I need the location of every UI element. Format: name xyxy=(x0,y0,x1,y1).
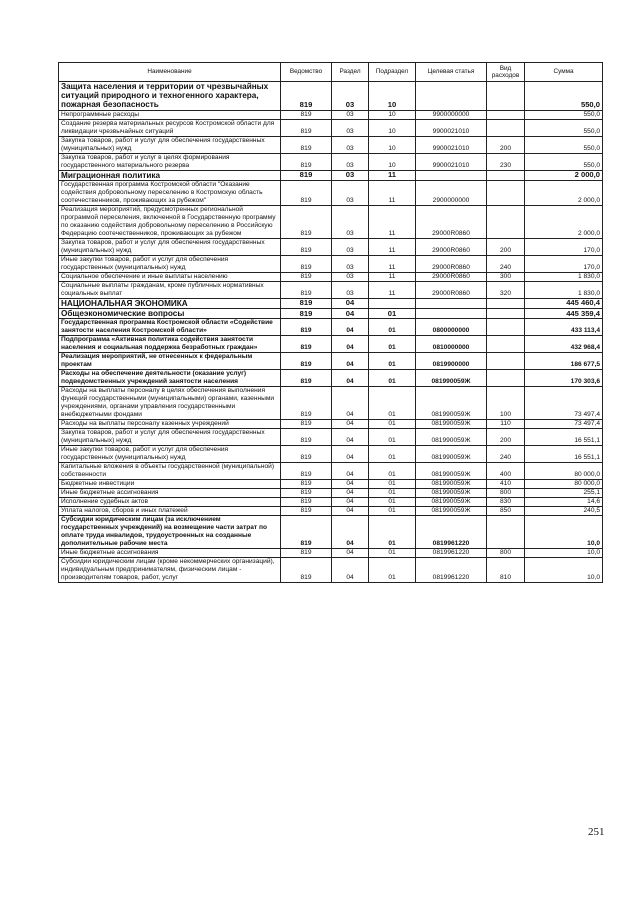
table-row xyxy=(59,516,603,549)
cell-subsection: 01 xyxy=(369,489,416,498)
cell-sum: 433 113,4 xyxy=(525,319,603,336)
cell-target-article: 081990059Ж xyxy=(416,420,487,429)
table-row xyxy=(59,205,603,238)
cell-department: 819 xyxy=(281,110,332,119)
cell-target-article: 081990059Ж xyxy=(416,480,487,489)
header-sum: Сумма xyxy=(525,63,603,82)
cell-section: 03 xyxy=(332,153,369,170)
cell-department: 819 xyxy=(281,370,332,387)
cell-target-article: 081990059Ж xyxy=(416,370,487,387)
cell-department: 819 xyxy=(281,298,332,308)
cell-department: 819 xyxy=(281,309,332,319)
cell-sum: 186 677,5 xyxy=(525,353,603,370)
cell-subsection: 10 xyxy=(369,136,416,153)
cell-department: 819 xyxy=(281,549,332,558)
cell-sum: 240,5 xyxy=(525,507,603,516)
cell-subsection: 01 xyxy=(369,387,416,420)
cell-section: 04 xyxy=(332,309,369,319)
cell-expense-type: 410 xyxy=(487,480,525,489)
cell-sum: 550,0 xyxy=(525,136,603,153)
cell-name: Расходы на выплаты персоналу казенных учреждений xyxy=(59,420,281,429)
cell-name: Социальные выплаты гражданам, кроме публичных нормативных социальных выплат xyxy=(59,281,281,298)
cell-target-article xyxy=(416,298,487,308)
cell-section: 04 xyxy=(332,319,369,336)
cell-expense-type: 240 xyxy=(487,255,525,272)
cell-target-article: 0819961220 xyxy=(416,558,487,583)
cell-expense-type xyxy=(487,170,525,180)
cell-sum: 170,0 xyxy=(525,255,603,272)
cell-expense-type xyxy=(487,180,525,205)
cell-sum: 16 551,1 xyxy=(525,429,603,446)
cell-section: 03 xyxy=(332,136,369,153)
cell-target-article: 081990059Ж xyxy=(416,507,487,516)
cell-name: Расходы на выплаты персоналу в целях обеспечения выполнения функций государственными (муниципальными) органами, казенными учреждениями, органами управления государственными внебюджетными фондами xyxy=(59,387,281,420)
table-row xyxy=(59,420,603,429)
cell-subsection: 01 xyxy=(369,549,416,558)
cell-subsection: 01 xyxy=(369,420,416,429)
cell-sum: 16 551,1 xyxy=(525,446,603,463)
cell-section: 03 xyxy=(332,170,369,180)
cell-target-article: 0800000000 xyxy=(416,319,487,336)
cell-sum: 445 460,4 xyxy=(525,298,603,308)
cell-name: Государственная программа Костромской области «Содействие занятости населения Костромской области» xyxy=(59,319,281,336)
cell-name: Закупка товаров, работ и услуг для обеспечения государственных (муниципальных) нужд xyxy=(59,238,281,255)
cell-expense-type: 300 xyxy=(487,272,525,281)
header-expense-type: Вид расходов xyxy=(487,63,525,82)
cell-sum: 2 000,0 xyxy=(525,170,603,180)
cell-department: 819 xyxy=(281,205,332,238)
cell-name: НАЦИОНАЛЬНАЯ ЭКОНОМИКА xyxy=(59,298,281,308)
cell-subsection xyxy=(369,298,416,308)
cell-department: 819 xyxy=(281,119,332,136)
cell-name: Расходы на обеспечение деятельности (оказание услуг) подведомственных учреждений занятости населения xyxy=(59,370,281,387)
cell-name: Капитальные вложения в объекты государственной (муниципальной) собственности xyxy=(59,463,281,480)
cell-target-article: 0819961220 xyxy=(416,516,487,549)
cell-department: 819 xyxy=(281,319,332,336)
cell-target-article: 081990059Ж xyxy=(416,489,487,498)
cell-subsection: 10 xyxy=(369,119,416,136)
cell-subsection: 01 xyxy=(369,507,416,516)
cell-name: Создание резерва материальных ресурсов Костромской области для ликвидации чрезвычайных ситуаций xyxy=(59,119,281,136)
cell-sum: 170 303,6 xyxy=(525,370,603,387)
cell-name: Миграционная политика xyxy=(59,170,281,180)
cell-name: Иные закупки товаров, работ и услуг для обеспечения государственных (муниципальных) нужд xyxy=(59,255,281,272)
cell-subsection: 10 xyxy=(369,110,416,119)
cell-sum: 73 497,4 xyxy=(525,387,603,420)
cell-subsection: 01 xyxy=(369,309,416,319)
budget-table-sheet xyxy=(58,62,602,583)
cell-section: 04 xyxy=(332,353,369,370)
cell-section: 03 xyxy=(332,255,369,272)
table-row xyxy=(59,153,603,170)
cell-section: 04 xyxy=(332,387,369,420)
cell-sum: 550,0 xyxy=(525,153,603,170)
cell-subsection: 01 xyxy=(369,446,416,463)
cell-expense-type xyxy=(487,205,525,238)
cell-target-article: 0819961220 xyxy=(416,549,487,558)
header-section: Раздел xyxy=(332,63,369,82)
cell-section: 04 xyxy=(332,298,369,308)
cell-target-article: 0819900000 xyxy=(416,353,487,370)
cell-subsection: 01 xyxy=(369,558,416,583)
cell-section: 03 xyxy=(332,82,369,111)
cell-expense-type xyxy=(487,370,525,387)
cell-name: Иные бюджетные ассигнования xyxy=(59,549,281,558)
cell-target-article: 29000R0860 xyxy=(416,281,487,298)
cell-expense-type: 800 xyxy=(487,549,525,558)
cell-expense-type: 100 xyxy=(487,387,525,420)
cell-subsection: 01 xyxy=(369,516,416,549)
table-row xyxy=(59,336,603,353)
cell-name: Иные закупки товаров, работ и услуг для обеспечения государственных (муниципальных) нужд xyxy=(59,446,281,463)
cell-name: Закупка товаров, работ и услуг для обеспечения государственных (муниципальных) нужд xyxy=(59,429,281,446)
cell-target-article: 081990059Ж xyxy=(416,498,487,507)
cell-name: Общеэкономические вопросы xyxy=(59,309,281,319)
cell-target-article: 29000R0860 xyxy=(416,238,487,255)
cell-section: 04 xyxy=(332,549,369,558)
cell-department: 819 xyxy=(281,281,332,298)
cell-department: 819 xyxy=(281,480,332,489)
cell-expense-type: 200 xyxy=(487,136,525,153)
cell-expense-type: 850 xyxy=(487,507,525,516)
cell-name: Непрограммные расходы xyxy=(59,110,281,119)
cell-department: 819 xyxy=(281,420,332,429)
cell-target-article xyxy=(416,170,487,180)
cell-department: 819 xyxy=(281,136,332,153)
table-row xyxy=(59,309,603,319)
cell-expense-type xyxy=(487,82,525,111)
header-target-article: Целевая статья xyxy=(416,63,487,82)
cell-department: 819 xyxy=(281,498,332,507)
cell-section: 04 xyxy=(332,446,369,463)
cell-name: Государственная программа Костромской области "Оказание содействия добровольному переселению в Костромскую область соотечественников, проживающих за рубежом" xyxy=(59,180,281,205)
cell-section: 03 xyxy=(332,180,369,205)
cell-name: Подпрограмма «Активная политика содействия занятости населения и социальная поддержка безработных граждан» xyxy=(59,336,281,353)
table-row xyxy=(59,498,603,507)
cell-sum: 73 497,4 xyxy=(525,420,603,429)
cell-department: 819 xyxy=(281,516,332,549)
cell-subsection: 11 xyxy=(369,205,416,238)
cell-section: 04 xyxy=(332,429,369,446)
table-row xyxy=(59,170,603,180)
cell-department: 819 xyxy=(281,353,332,370)
cell-subsection: 01 xyxy=(369,353,416,370)
table-row xyxy=(59,180,603,205)
cell-target-article xyxy=(416,309,487,319)
cell-sum: 10,0 xyxy=(525,558,603,583)
cell-section: 04 xyxy=(332,463,369,480)
budget-table xyxy=(58,62,603,583)
cell-subsection: 11 xyxy=(369,255,416,272)
cell-section: 04 xyxy=(332,370,369,387)
cell-target-article: 9900021010 xyxy=(416,153,487,170)
cell-name: Закупка товаров, работ и услуг для обеспечения государственных (муниципальных) нужд xyxy=(59,136,281,153)
cell-sum: 2 000,0 xyxy=(525,180,603,205)
cell-department: 819 xyxy=(281,153,332,170)
cell-section: 04 xyxy=(332,507,369,516)
cell-section: 04 xyxy=(332,516,369,549)
cell-expense-type: 110 xyxy=(487,420,525,429)
cell-section: 04 xyxy=(332,420,369,429)
cell-section: 03 xyxy=(332,205,369,238)
cell-subsection: 01 xyxy=(369,319,416,336)
table-row xyxy=(59,549,603,558)
page-number: 251 xyxy=(588,826,605,838)
cell-subsection: 11 xyxy=(369,180,416,205)
cell-target-article: 081990059Ж xyxy=(416,463,487,480)
cell-name: Бюджетные инвестиции xyxy=(59,480,281,489)
cell-sum: 170,0 xyxy=(525,238,603,255)
cell-subsection: 01 xyxy=(369,370,416,387)
cell-target-article: 9900000000 xyxy=(416,110,487,119)
table-row xyxy=(59,119,603,136)
table-row xyxy=(59,446,603,463)
table-header-row xyxy=(59,63,603,82)
cell-subsection: 01 xyxy=(369,429,416,446)
cell-target-article xyxy=(416,82,487,111)
cell-sum: 550,0 xyxy=(525,110,603,119)
cell-expense-type: 810 xyxy=(487,558,525,583)
cell-department: 819 xyxy=(281,255,332,272)
cell-subsection: 01 xyxy=(369,463,416,480)
cell-target-article: 9900021010 xyxy=(416,136,487,153)
table-row xyxy=(59,319,603,336)
cell-sum: 80 000,0 xyxy=(525,463,603,480)
table-row xyxy=(59,507,603,516)
table-row xyxy=(59,489,603,498)
cell-sum: 1 830,0 xyxy=(525,272,603,281)
cell-target-article: 9900021010 xyxy=(416,119,487,136)
cell-department: 819 xyxy=(281,558,332,583)
table-row xyxy=(59,238,603,255)
table-row xyxy=(59,558,603,583)
cell-name: Защита населения и территории от чрезвычайных ситуаций природного и техногенного характера, пожарная безопасность xyxy=(59,82,281,111)
table-row xyxy=(59,281,603,298)
cell-name: Закупка товаров, работ и услуг в целях формирования государственного материального резерва xyxy=(59,153,281,170)
cell-target-article: 2900000000 xyxy=(416,180,487,205)
cell-subsection: 10 xyxy=(369,153,416,170)
cell-name: Реализация мероприятий, не отнесенных к федеральным проектам xyxy=(59,353,281,370)
cell-sum: 80 000,0 xyxy=(525,480,603,489)
header-name: Наименование xyxy=(59,63,281,82)
cell-subsection: 11 xyxy=(369,272,416,281)
cell-department: 819 xyxy=(281,82,332,111)
header-department: Ведомство xyxy=(281,63,332,82)
cell-name: Субсидии юридическим лицам (кроме некоммерческих организаций), индивидуальным предпринимателям, физическим лицам - производителям товаров, работ, услуг xyxy=(59,558,281,583)
cell-section: 04 xyxy=(332,336,369,353)
cell-sum: 445 359,4 xyxy=(525,309,603,319)
cell-department: 819 xyxy=(281,387,332,420)
cell-subsection: 11 xyxy=(369,281,416,298)
table-row xyxy=(59,110,603,119)
cell-name: Субсидии юридическим лицам (за исключением государственных учреждений) на возмещение части затрат по оплате труда инвалидов, трудоустроенных на созданные дополнительные рабочие места xyxy=(59,516,281,549)
table-row xyxy=(59,272,603,281)
table-row xyxy=(59,255,603,272)
cell-name: Иные бюджетные ассигнования xyxy=(59,489,281,498)
cell-sum: 10,0 xyxy=(525,516,603,549)
cell-target-article: 0810000000 xyxy=(416,336,487,353)
cell-department: 819 xyxy=(281,180,332,205)
cell-department: 819 xyxy=(281,238,332,255)
cell-expense-type xyxy=(487,336,525,353)
cell-sum: 14,6 xyxy=(525,498,603,507)
cell-expense-type: 800 xyxy=(487,489,525,498)
header-subsection: Подраздел xyxy=(369,63,416,82)
cell-department: 819 xyxy=(281,489,332,498)
table-row xyxy=(59,353,603,370)
cell-subsection: 11 xyxy=(369,170,416,180)
table-row xyxy=(59,387,603,420)
cell-section: 04 xyxy=(332,489,369,498)
cell-expense-type xyxy=(487,516,525,549)
cell-expense-type xyxy=(487,309,525,319)
cell-expense-type: 320 xyxy=(487,281,525,298)
cell-expense-type xyxy=(487,119,525,136)
cell-name: Исполнение судебных актов xyxy=(59,498,281,507)
cell-subsection: 11 xyxy=(369,238,416,255)
cell-sum: 255,1 xyxy=(525,489,603,498)
cell-sum: 2 000,0 xyxy=(525,205,603,238)
table-row xyxy=(59,463,603,480)
cell-expense-type xyxy=(487,110,525,119)
cell-subsection: 01 xyxy=(369,336,416,353)
cell-expense-type xyxy=(487,319,525,336)
cell-target-article: 29000R0860 xyxy=(416,272,487,281)
cell-expense-type: 200 xyxy=(487,429,525,446)
cell-target-article: 29000R0860 xyxy=(416,205,487,238)
cell-sum: 432 968,4 xyxy=(525,336,603,353)
cell-target-article: 29000R0860 xyxy=(416,255,487,272)
table-row xyxy=(59,429,603,446)
cell-sum: 10,0 xyxy=(525,549,603,558)
cell-name: Социальное обеспечение и иные выплаты населению xyxy=(59,272,281,281)
cell-target-article: 081990059Ж xyxy=(416,429,487,446)
cell-sum: 550,0 xyxy=(525,82,603,111)
table-row xyxy=(59,480,603,489)
cell-subsection: 01 xyxy=(369,480,416,489)
cell-department: 819 xyxy=(281,170,332,180)
cell-expense-type: 830 xyxy=(487,498,525,507)
cell-sum: 550,0 xyxy=(525,119,603,136)
cell-sum: 1 830,0 xyxy=(525,281,603,298)
cell-expense-type: 230 xyxy=(487,153,525,170)
cell-department: 819 xyxy=(281,446,332,463)
cell-target-article: 081990059Ж xyxy=(416,387,487,420)
cell-section: 03 xyxy=(332,281,369,298)
cell-name: Уплата налогов, сборов и иных платежей xyxy=(59,507,281,516)
cell-expense-type: 400 xyxy=(487,463,525,480)
cell-section: 04 xyxy=(332,498,369,507)
table-body xyxy=(59,82,603,583)
cell-section: 03 xyxy=(332,110,369,119)
table-row xyxy=(59,370,603,387)
cell-department: 819 xyxy=(281,272,332,281)
table-row xyxy=(59,82,603,111)
cell-target-article: 081990059Ж xyxy=(416,446,487,463)
cell-section: 03 xyxy=(332,119,369,136)
cell-expense-type xyxy=(487,353,525,370)
cell-section: 04 xyxy=(332,480,369,489)
cell-subsection: 10 xyxy=(369,82,416,111)
cell-section: 03 xyxy=(332,238,369,255)
cell-expense-type xyxy=(487,298,525,308)
cell-name: Реализация мероприятий, предусмотренных региональной программой переселения, включенной в Государственную программу по оказанию содействия добровольному переселению в Российскую Федерацию соотечественников, проживающих за рубежом xyxy=(59,205,281,238)
cell-department: 819 xyxy=(281,336,332,353)
cell-expense-type: 200 xyxy=(487,238,525,255)
table-row xyxy=(59,298,603,308)
table-row xyxy=(59,136,603,153)
cell-department: 819 xyxy=(281,507,332,516)
cell-expense-type: 240 xyxy=(487,446,525,463)
cell-subsection: 01 xyxy=(369,498,416,507)
cell-department: 819 xyxy=(281,463,332,480)
cell-section: 03 xyxy=(332,272,369,281)
cell-section: 04 xyxy=(332,558,369,583)
cell-department: 819 xyxy=(281,429,332,446)
